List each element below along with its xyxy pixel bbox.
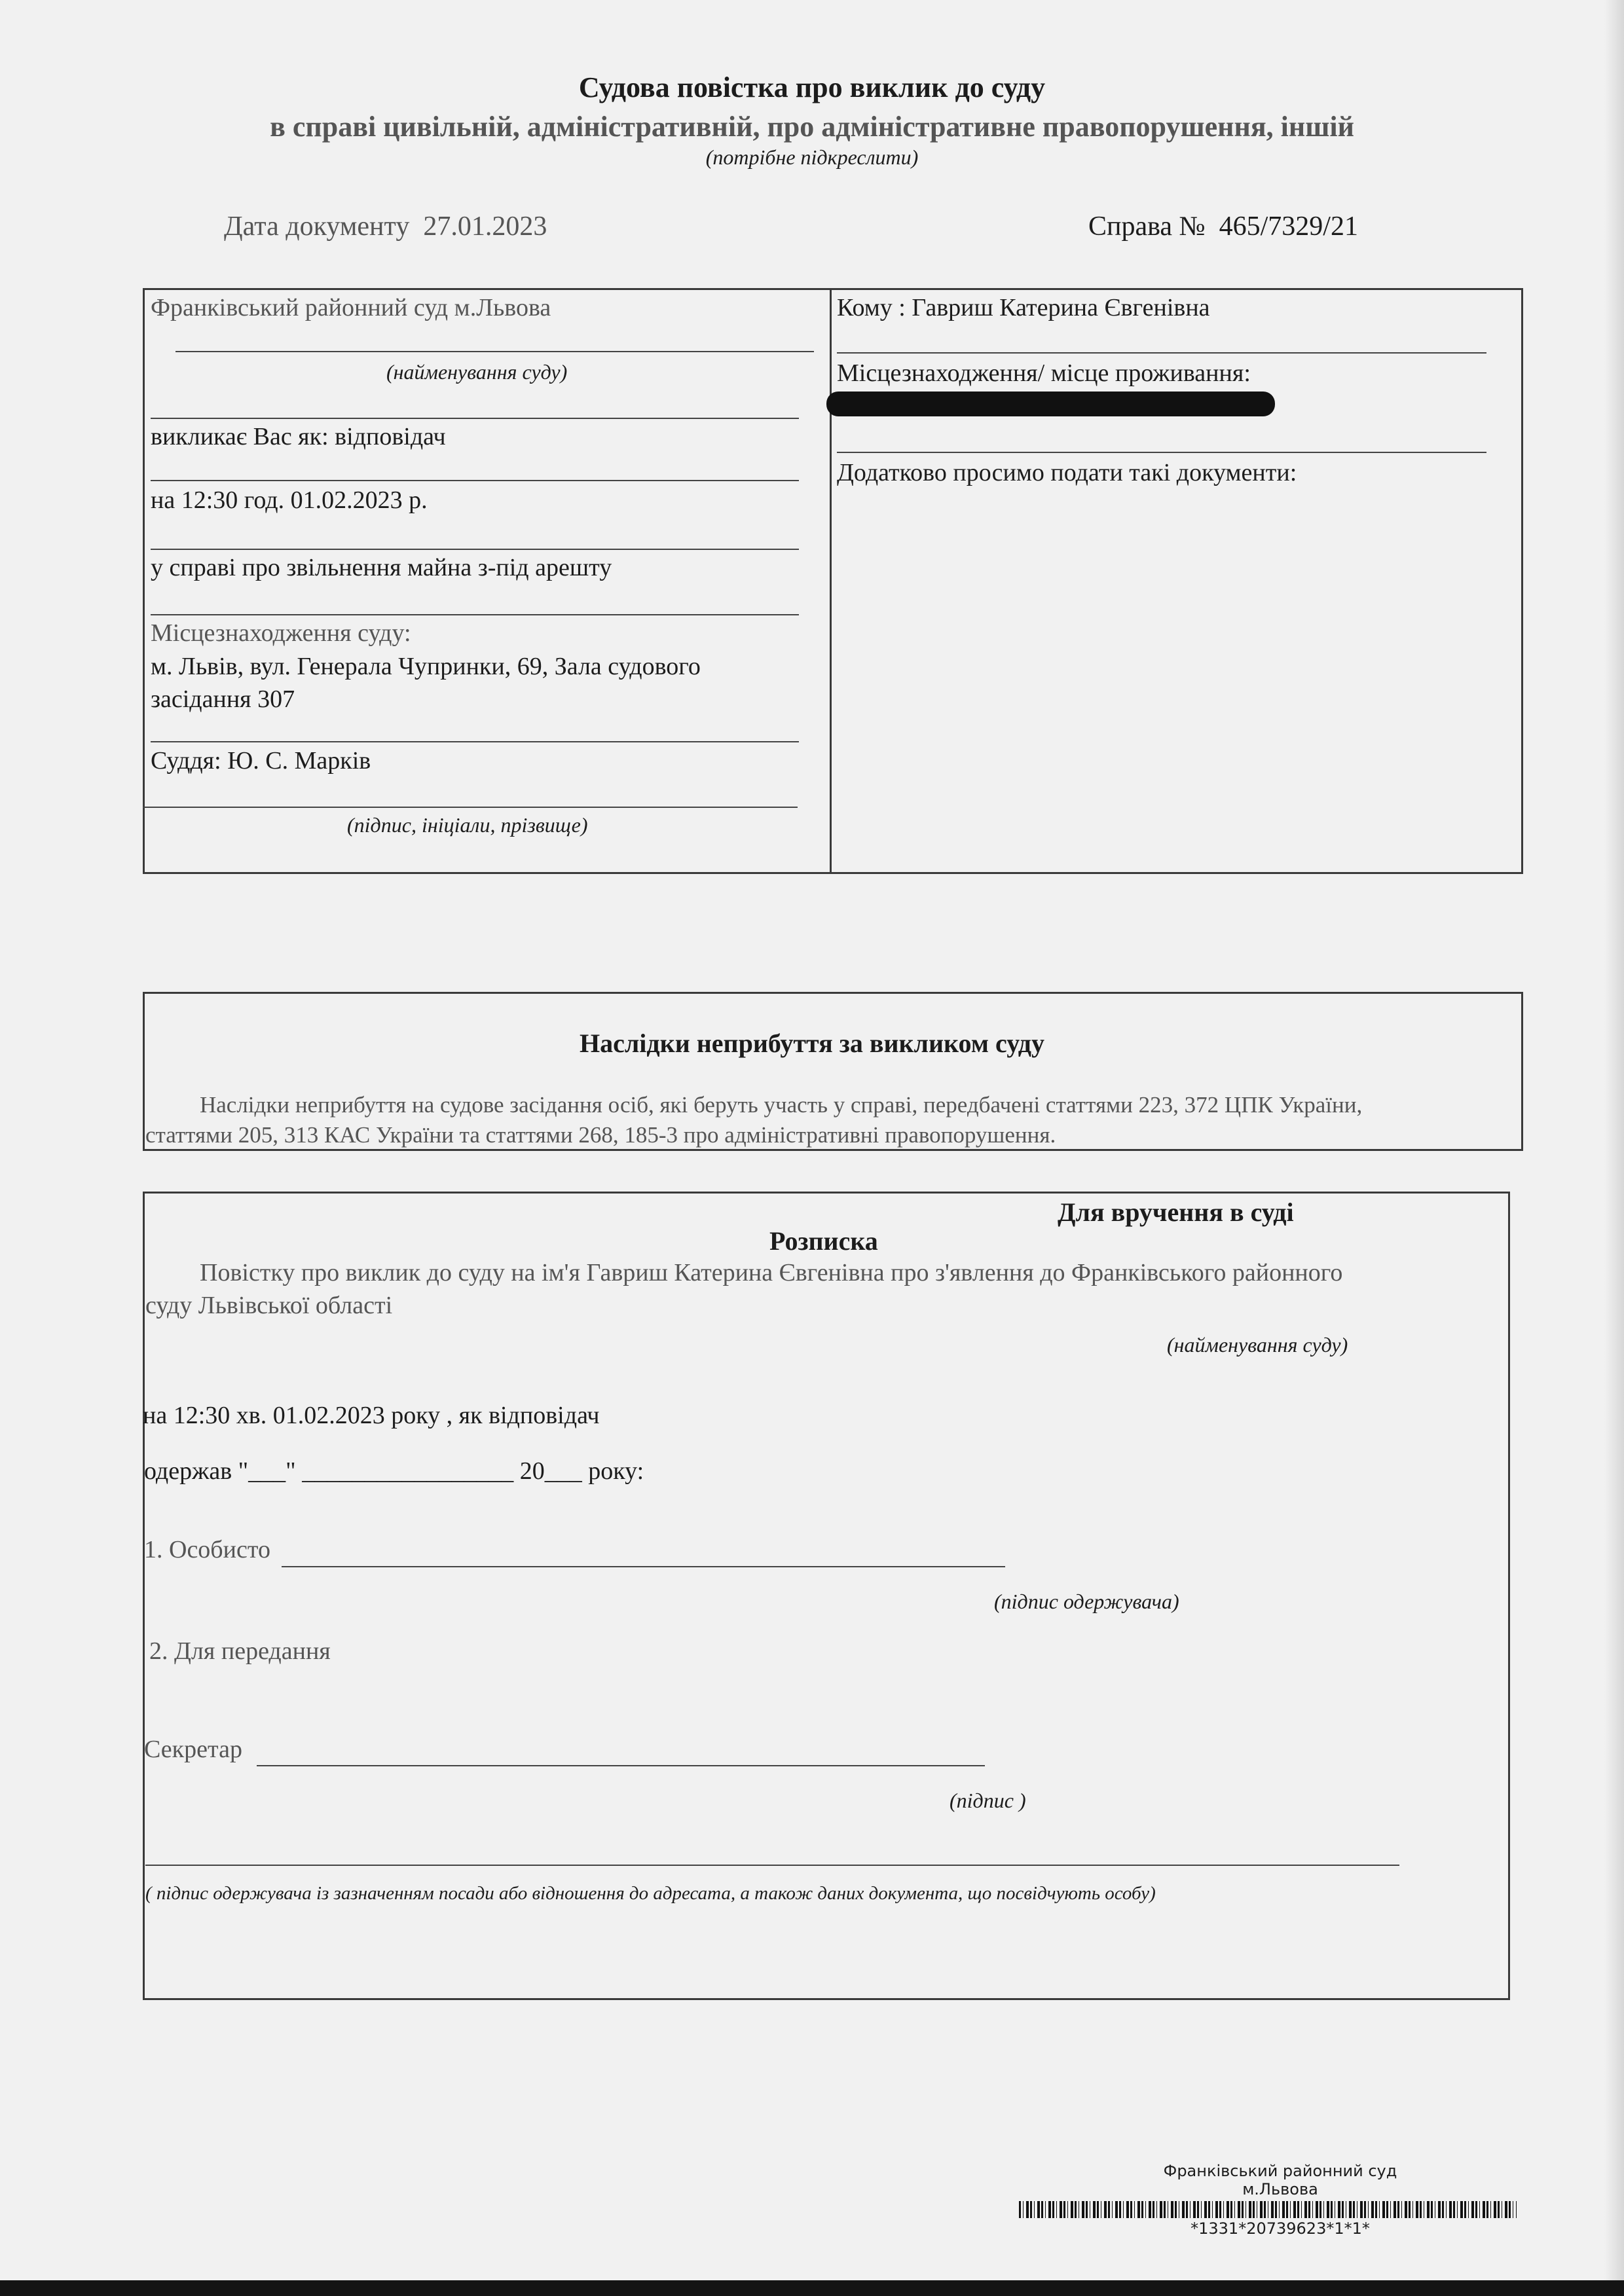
secretary: Секретар [144, 1736, 242, 1763]
barcode-number: *1331*20739623*1*1* [1190, 2219, 1370, 2238]
receipt-court-hint: (найменування суду) [1167, 1333, 1348, 1357]
document-title: Судова повістка про виклик до суду [578, 71, 1046, 103]
date-label: Дата документу [224, 211, 410, 242]
recipient: Кому : Гавриш Катерина Євгенівна [837, 294, 1210, 321]
scan-edge [0, 2280, 1624, 2296]
consequences-line1: Наслідки неприбуття на судове засідання осіб, які беруть участь у справі, передбачені статтями 223, 372 ЦПК України, [200, 1092, 1363, 1118]
secretary-sign-hint: (підпис ) [950, 1789, 1026, 1812]
case-value: 465/7329/21 [1219, 211, 1358, 242]
separator-line [151, 418, 799, 419]
for-court: Для вручення в суді [1058, 1197, 1294, 1227]
separator-line [837, 452, 1486, 453]
for-transfer: 2. Для передання [149, 1637, 331, 1665]
receipt-time: на 12:30 хв. 01.02.2023 року , як відповідач [143, 1402, 600, 1429]
receipt-title: Розписка [769, 1226, 878, 1256]
court-name-hint: (найменування суду) [386, 360, 568, 384]
table-divider [830, 288, 832, 874]
signature-line [143, 807, 798, 808]
personally: 1. Особисто [144, 1536, 270, 1563]
personally-line [282, 1566, 1005, 1567]
residence-label: Місцезнаходження/ місце проживання: [837, 359, 1251, 387]
receipt-line2: суду Львівської області [145, 1292, 393, 1319]
redacted-address [826, 392, 1275, 416]
case-number [1088, 211, 1358, 242]
subtitle-hint: (потрібне підкреслити) [705, 145, 919, 169]
judge: Суддя: Ю. С. Марків [151, 747, 371, 774]
document-subtitle: в справі цивільній, адміністративній, про адміністративне правопорушення, іншій [270, 111, 1354, 143]
separator-line [151, 614, 799, 615]
court-name: Франківський районний суд м.Львова [151, 294, 551, 321]
summoned-as: викликає Вас як: відповідач [151, 423, 446, 450]
separator-line [837, 352, 1486, 354]
footer-court-line1: Франківський районний суд [1163, 2162, 1397, 2180]
secretary-line [257, 1765, 985, 1766]
footer-court-line2: м.Львова [1242, 2180, 1318, 2198]
receipt-line1: Повістку про виклик до суду на ім'я Гавриш Катерина Євгенівна про з'явлення до Франківського районного [200, 1259, 1343, 1286]
case-label: Справа № [1088, 211, 1206, 242]
recipient-note-line [145, 1865, 1399, 1866]
received-date: одержав "___" _________________ 20___ року: [144, 1457, 644, 1485]
consequences-line2: статтями 205, 313 КАС України та статтями 268, 185-3 про адміністративні правопорушення. [145, 1122, 1056, 1148]
scan-shadow [1604, 0, 1624, 2296]
court-location-line2: засідання 307 [151, 685, 295, 713]
court-location-line1: м. Львів, вул. Генерала Чупринки, 69, Зала судового [151, 653, 701, 680]
case-subject: у справі про звільнення майна з-під арешту [151, 554, 612, 581]
hearing-time: на 12:30 год. 01.02.2023 р. [151, 486, 428, 514]
barcode [1019, 2201, 1517, 2218]
court-name-line [175, 351, 814, 352]
separator-line [151, 549, 799, 550]
court-location-label: Місцезнаходження суду: [151, 619, 411, 647]
additional-documents: Додатково просимо подати такі документи: [837, 459, 1297, 486]
separator-line [151, 741, 799, 742]
signature-hint: (підпис, ініціали, прізвище) [347, 813, 588, 837]
consequences-title: Наслідки неприбуття за викликом суду [580, 1029, 1044, 1058]
date-value: 27.01.2023 [423, 211, 547, 242]
document-date [224, 211, 547, 242]
recipient-note: ( підпис одержувача із зазначенням посади або відношення до адресата, а також даних документа, що посвідчують особу) [145, 1883, 1156, 1904]
separator-line [151, 480, 799, 481]
recipient-sign-hint: (підпис одержувача) [994, 1590, 1179, 1613]
